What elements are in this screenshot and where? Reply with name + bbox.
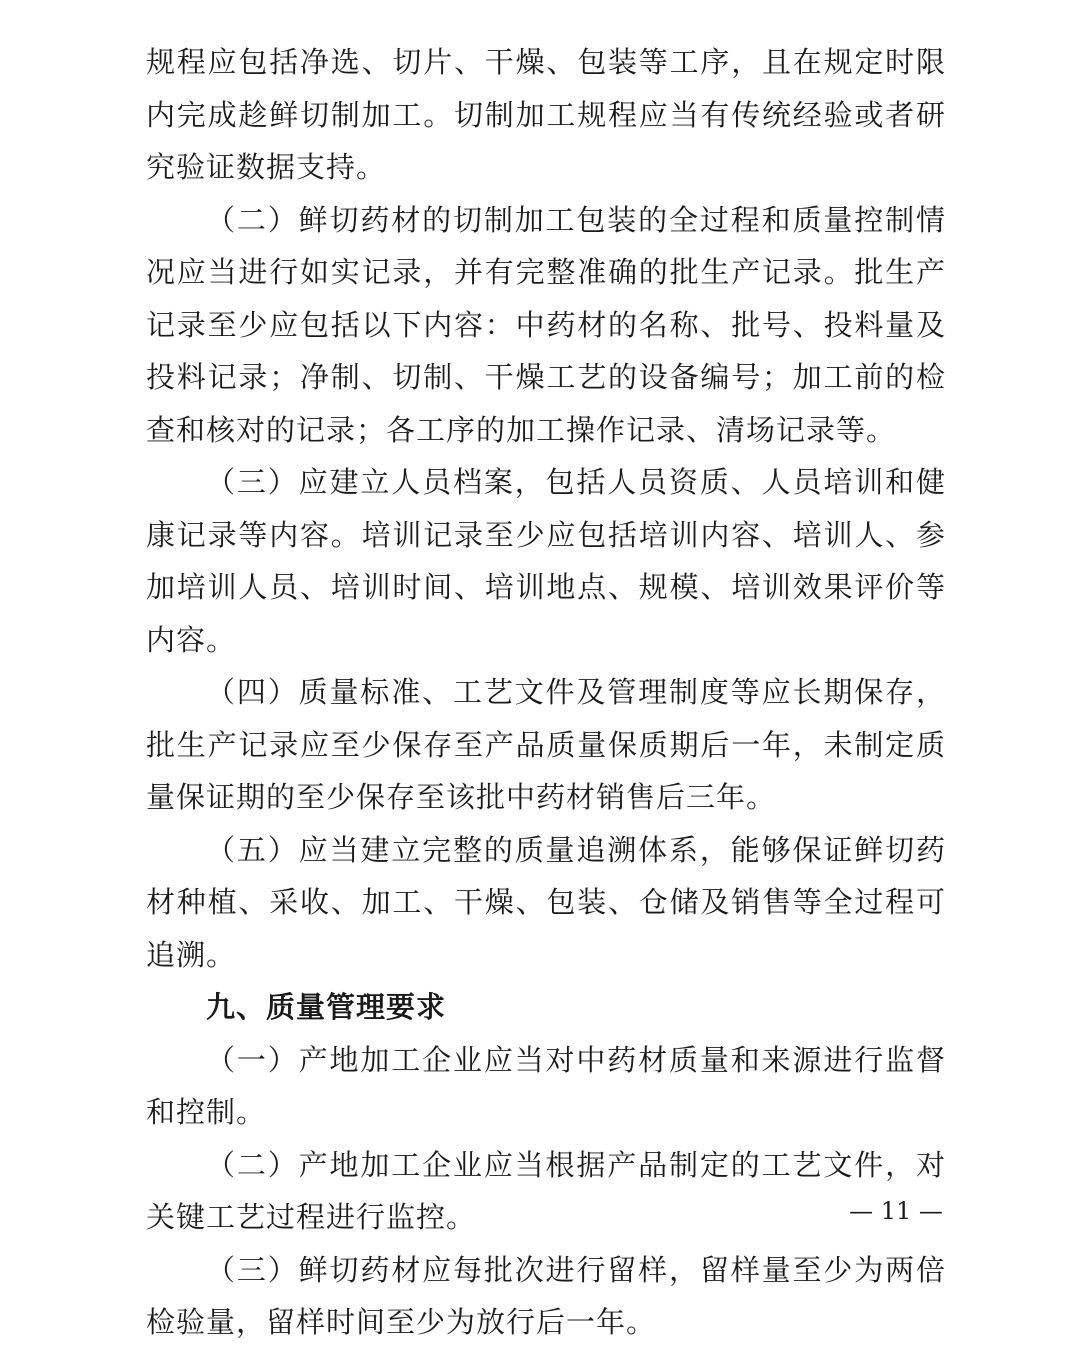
section-paragraph-3: （三）鲜切药材应每批次进行留样，留样量至少为两倍检验量，留样时间至少为放行后一年。: [146, 1252, 946, 1339]
page-number: — 11 —: [849, 1197, 943, 1225]
section-paragraph-2: （二）产地加工企业应当根据产品制定的工艺文件，对关键工艺过程进行监控。: [146, 1147, 946, 1234]
paragraph-item-2: （二）鲜切药材的切制加工包装的全过程和质量控制情况应当进行如实记录，并有完整准确的批生产记录。批生产记录至少应包括以下内容：中药材的名称、批号、投料量及投料记录；净制、切制、干燥工艺的设备编号；加工前的检查和核对的记录；各工序的加工操作记录、清场记录等。: [146, 202, 946, 447]
section-heading: 九、质量管理要求: [206, 990, 447, 1024]
section-paragraph-1: （一）产地加工企业应当对中药材质量和来源进行监督和控制。: [146, 1042, 946, 1129]
paragraph-continued: 规程应包括净选、切片、干燥、包装等工序，且在规定时限内完成趁鲜切制加工。切制加工规程应当有传统经验或者研究验证数据支持。: [146, 45, 946, 184]
paragraph-item-3: （三）应建立人员档案，包括人员资质、人员培训和健康记录等内容。培训记录至少应包括培训内容、培训人、参加培训人员、培训时间、培训地点、规模、培训效果评价等内容。: [146, 465, 946, 657]
paragraph-item-5: （五）应当建立完整的质量追溯体系，能够保证鲜切药材种植、采收、加工、干燥、包装、仓储及销售等全过程可追溯。: [146, 832, 946, 972]
document-body: [146, 36, 946, 1349]
paragraph-item-4: （四）质量标准、工艺文件及管理制度等应长期保存，批生产记录应至少保存至产品质量保质期后一年，未制定质量保证期的至少保存至该批中药材销售后三年。: [146, 675, 946, 814]
